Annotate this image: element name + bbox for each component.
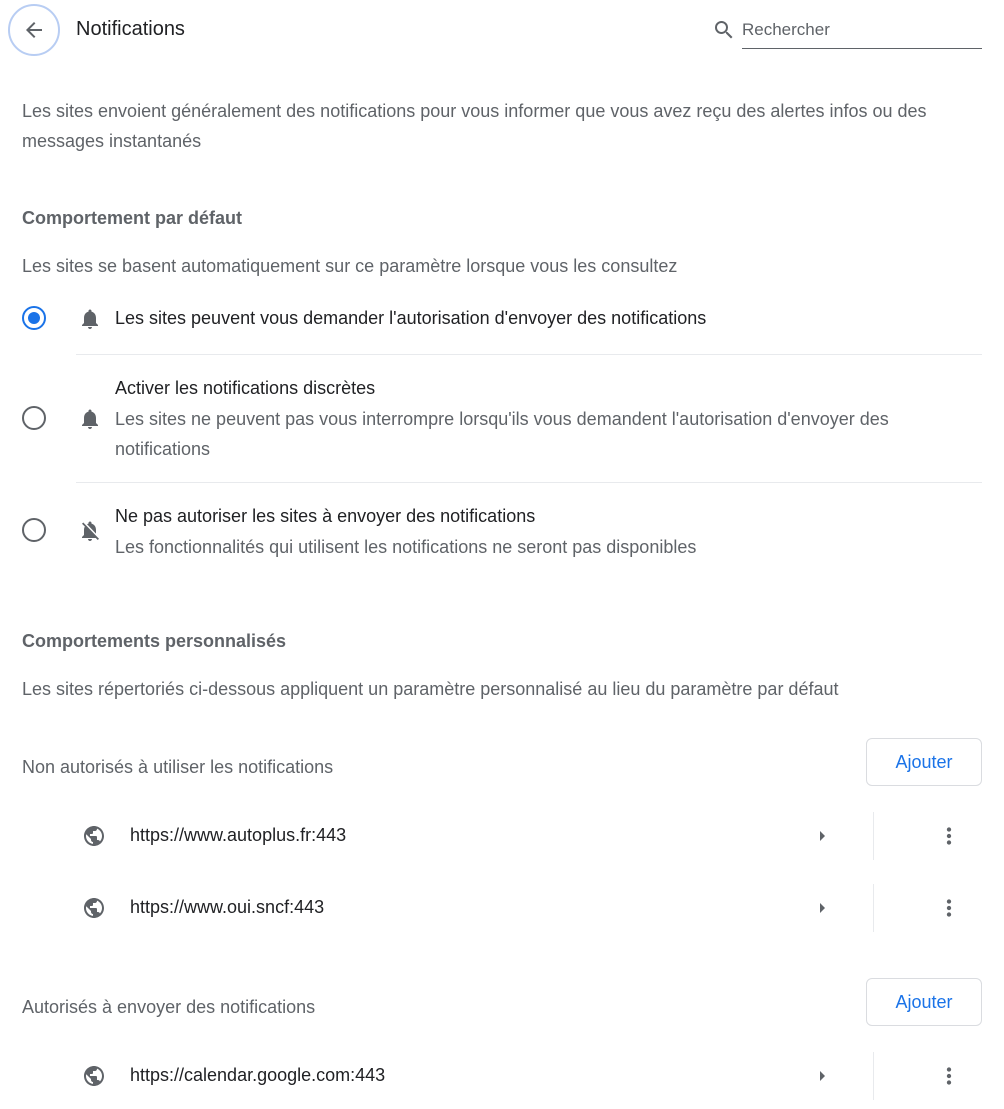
search-box bbox=[712, 12, 982, 48]
arrow-back-icon bbox=[22, 18, 46, 42]
arrow-right-icon[interactable] bbox=[810, 896, 834, 920]
arrow-right-icon[interactable] bbox=[810, 1064, 834, 1088]
add-allowed-site-button[interactable]: Ajouter bbox=[866, 978, 982, 1026]
site-row[interactable] bbox=[0, 810, 1004, 862]
page-header bbox=[0, 0, 1004, 60]
radio-option-quiet-description: Les sites ne peuvent pas vous interrompre lorsqu'ils vous demandent l'autorisation d'envoyer des notifications bbox=[115, 409, 889, 459]
bell-icon bbox=[78, 407, 102, 431]
site-url: https://calendar.google.com:443 bbox=[130, 1065, 386, 1085]
blocked-list-header: Non autorisés à utiliser les notifications bbox=[22, 757, 334, 777]
divider bbox=[873, 1052, 874, 1100]
radio-option-block[interactable] bbox=[0, 498, 1004, 568]
more-vert-icon[interactable] bbox=[936, 894, 962, 922]
page-title: Notifications bbox=[76, 18, 185, 40]
site-url: https://www.oui.sncf:443 bbox=[130, 897, 325, 917]
divider bbox=[76, 482, 982, 483]
site-row[interactable] bbox=[0, 1050, 1004, 1102]
default-behavior-description: Les sites se basent automatiquement sur ce paramètre lorsque vous les consultez bbox=[22, 256, 678, 276]
divider bbox=[873, 884, 874, 932]
radio-option-quiet[interactable] bbox=[0, 370, 1004, 470]
radio-button-ask[interactable] bbox=[22, 306, 46, 330]
default-behavior-title: Comportement par défaut bbox=[22, 208, 243, 228]
radio-option-ask-label: Les sites peuvent vous demander l'autorisation d'envoyer des notifications bbox=[115, 308, 707, 328]
allowed-list-header: Autorisés à envoyer des notifications bbox=[22, 997, 316, 1017]
radio-button-block[interactable] bbox=[22, 518, 46, 542]
radio-option-block-label: Ne pas autoriser les sites à envoyer des notifications bbox=[115, 506, 536, 526]
globe-icon bbox=[82, 1064, 106, 1088]
search-input[interactable] bbox=[742, 12, 982, 49]
more-vert-icon[interactable] bbox=[936, 822, 962, 850]
radio-option-block-description: Les fonctionnalités qui utilisent les notifications ne seront pas disponibles bbox=[115, 537, 697, 557]
intro-text: Les sites envoient généralement des notifications pour vous informer que vous avez reçu des alertes infos ou des messages instantanés bbox=[22, 101, 927, 151]
back-button[interactable] bbox=[8, 4, 60, 56]
divider bbox=[873, 812, 874, 860]
bell-off-icon bbox=[78, 519, 102, 543]
search-icon bbox=[712, 18, 736, 42]
globe-icon bbox=[82, 896, 106, 920]
radio-button-quiet[interactable] bbox=[22, 406, 46, 430]
radio-option-ask[interactable] bbox=[0, 296, 1004, 352]
radio-option-quiet-label: Activer les notifications discrètes bbox=[115, 378, 376, 398]
custom-behavior-title: Comportements personnalisés bbox=[22, 631, 287, 651]
add-blocked-site-button[interactable]: Ajouter bbox=[866, 738, 982, 786]
site-url: https://www.autoplus.fr:443 bbox=[130, 825, 347, 845]
site-row[interactable] bbox=[0, 882, 1004, 934]
more-vert-icon[interactable] bbox=[936, 1062, 962, 1090]
arrow-right-icon[interactable] bbox=[810, 824, 834, 848]
divider bbox=[76, 354, 982, 355]
custom-behavior-description: Les sites répertoriés ci-dessous appliquent un paramètre personnalisé au lieu du paramètre par défaut bbox=[22, 679, 839, 699]
bell-icon bbox=[78, 307, 102, 331]
globe-icon bbox=[82, 824, 106, 848]
